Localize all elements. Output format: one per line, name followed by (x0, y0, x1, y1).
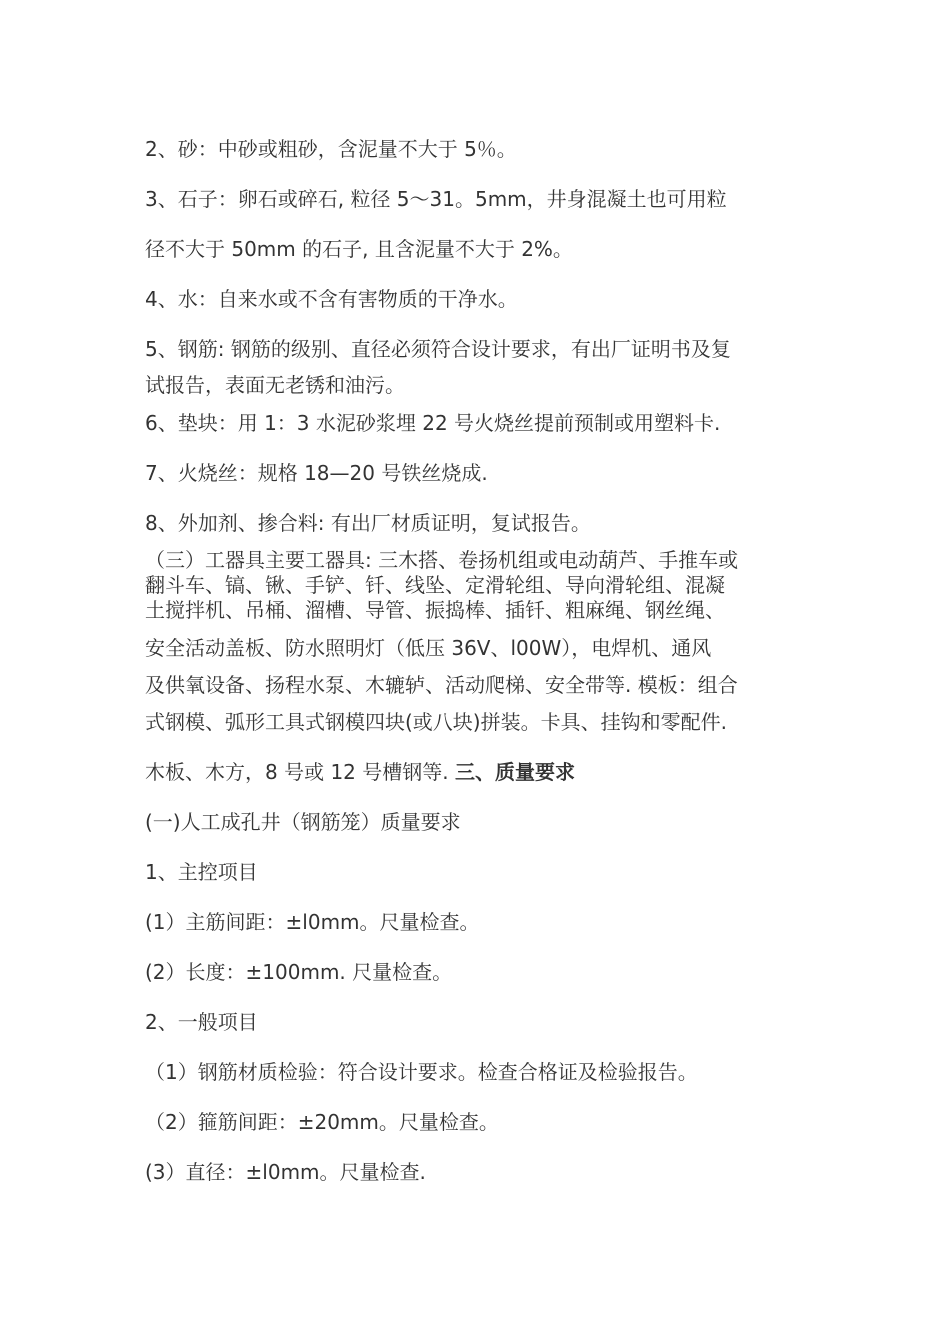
text-line-tools-5: 及供氧设备、扬程水泵、木辘轳、活动爬梯、安全带等. 模板：组合 (145, 673, 738, 697)
text-line-main-spacing: (1）主筋间距：±l0mm。尺量检查。 (145, 910, 480, 934)
text-line-tools-1: （三）工器具主要工器具: 三木搭、卷扬机组或电动葫芦、手推车或 (145, 548, 739, 572)
text-line-main-items: 1、主控项目 (145, 860, 258, 884)
text-line-tools-2: 翻斗车、镐、锹、手铲、钎、线坠、定滑轮组、导向滑轮组、混凝 (145, 573, 725, 597)
text-line-stirrup-spacing: （2）箍筋间距：±20mm。尺量检查。 (145, 1110, 499, 1134)
text-line-tools-3: 土搅拌机、吊桶、溜槽、导管、振捣棒、插钎、粗麻绳、钢丝绳、 (145, 598, 725, 622)
text-line-tools-4: 安全活动盖板、防水照明灯（低压 36V、l00W），电焊机、通风 (145, 636, 712, 660)
text-line-stone: 3、石子：卵石或碎石, 粒径 5～31。5mm，井身混凝土也可用粒 (145, 187, 727, 211)
text-line-admixture: 8、外加剂、掺合料: 有出厂材质证明，复试报告。 (145, 511, 591, 535)
text-line-tools-6: 式钢模、弧形工具式钢模四块(或八块)拼装。卡具、挂钩和零配件. (145, 710, 727, 734)
text-line-water: 4、水：自来水或不含有害物质的干净水。 (145, 287, 518, 311)
section-heading-quality: 三、质量要求 (454, 760, 575, 784)
text-line-rebar: 5、钢筋: 钢筋的级别、直径必须符合设计要求，有出厂证明书及复 (145, 337, 731, 361)
text-line-materials: 木板、木方，8 号或 12 号槽钢等. (145, 760, 455, 784)
text-line-sand: 2、砂：中砂或粗砂，含泥量不大于 5％。 (145, 137, 517, 161)
text-line-spacer-block: 6、垫块：用 1：3 水泥砂浆埋 22 号火烧丝提前预制或用塑料卡. (145, 411, 721, 435)
text-line-tools-7 (145, 760, 575, 784)
subsection-heading-rebar-cage: (一)人工成孔井（钢筋笼）质量要求 (145, 810, 461, 834)
text-line-material-inspection: （1）钢筋材质检验：符合设计要求。检查合格证及检验报告。 (145, 1060, 698, 1084)
text-line-diameter: (3）直径：±l0mm。尺量检查. (145, 1160, 426, 1184)
text-line-stone-cont: 径不大于 50mm 的石子, 且含泥量不大于 2%。 (145, 237, 573, 261)
text-line-rebar-cont: 试报告，表面无老锈和油污。 (145, 373, 405, 397)
text-line-general-items: 2、一般项目 (145, 1010, 258, 1034)
text-line-length: (2）长度：±100mm. 尺量检查。 (145, 960, 453, 984)
text-line-wire: 7、火烧丝：规格 18—20 号铁丝烧成. (145, 461, 488, 485)
